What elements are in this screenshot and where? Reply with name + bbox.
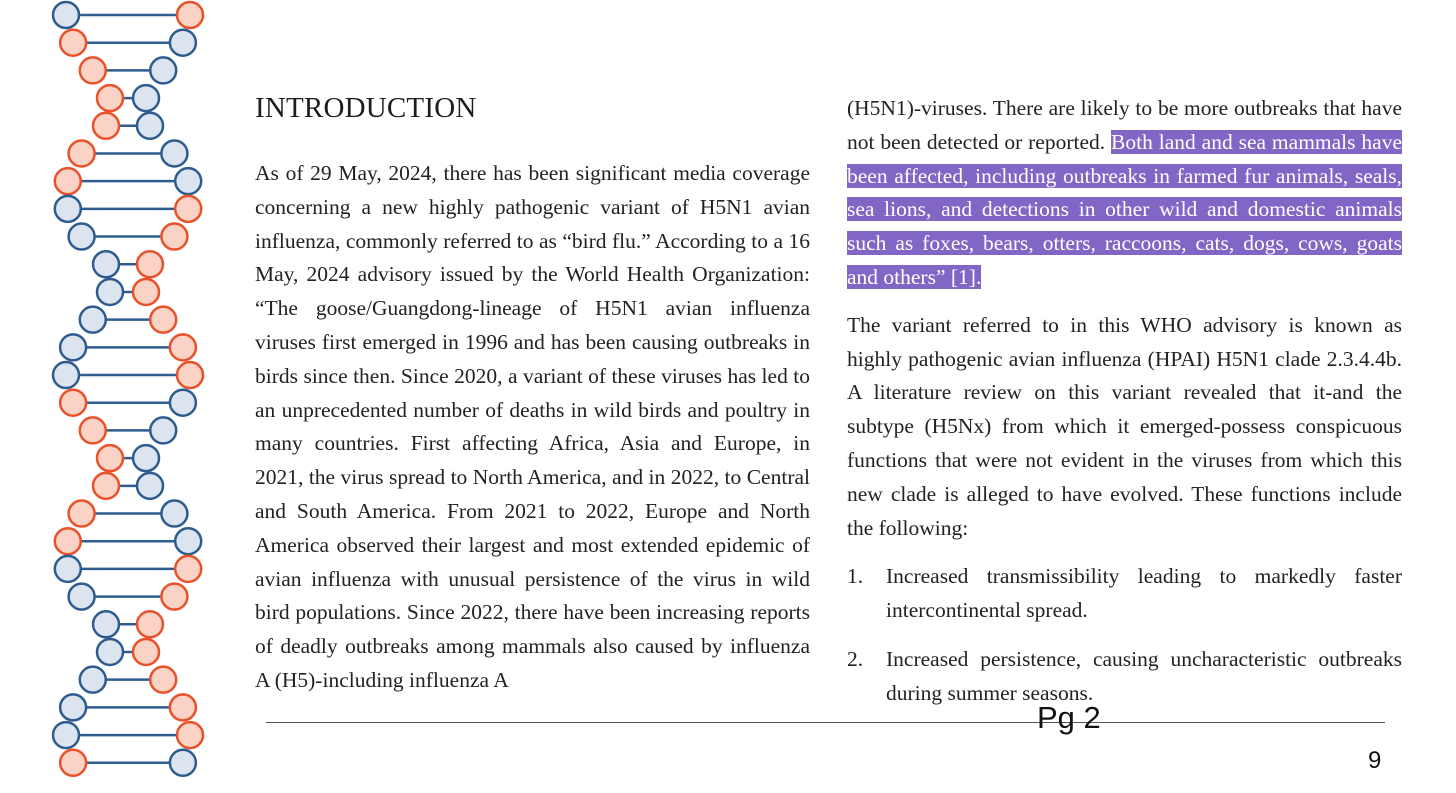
- list-text: Increased persistence, causing uncharacteristic outbreaks during summer seasons.: [886, 646, 1402, 705]
- list-item: [847, 643, 1402, 711]
- dna-node: [137, 611, 163, 637]
- dna-node: [53, 362, 79, 388]
- dna-node: [175, 528, 201, 554]
- dna-node: [60, 750, 86, 776]
- dna-node: [170, 750, 196, 776]
- dna-node: [80, 667, 106, 693]
- dna-node: [177, 2, 203, 28]
- dna-node: [60, 694, 86, 720]
- dna-node: [161, 224, 187, 250]
- dna-node: [175, 168, 201, 194]
- dna-node: [137, 473, 163, 499]
- list-number: 1.: [847, 564, 864, 589]
- dna-node: [55, 556, 81, 582]
- highlighted-text: Both land and sea mammals have been affected, including outbreaks in farmed fur animals, seals, sea lions, and detections in other wild and domestic animals such as foxes, bears, otters, raccoons, cats, dogs, cows, goats and others” [1].: [847, 129, 1402, 289]
- list-text: Increased transmissibility leading to markedly faster intercontinental spread.: [886, 564, 1402, 623]
- dna-node: [137, 113, 163, 139]
- dna-node: [93, 251, 119, 277]
- dna-node: [60, 334, 86, 360]
- dna-node: [177, 362, 203, 388]
- dna-node: [97, 445, 123, 471]
- dna-node: [161, 140, 187, 166]
- dna-node: [133, 445, 159, 471]
- dna-node: [97, 639, 123, 665]
- dna-node: [93, 113, 119, 139]
- dna-node: [133, 85, 159, 111]
- dna-node: [150, 57, 176, 83]
- dna-node: [93, 473, 119, 499]
- dna-node: [133, 279, 159, 305]
- dna-node: [55, 168, 81, 194]
- right-column: [847, 92, 1402, 726]
- dna-node: [80, 307, 106, 333]
- dna-node: [177, 722, 203, 748]
- dna-node: [161, 584, 187, 610]
- dna-node: [69, 224, 95, 250]
- dna-node: [170, 694, 196, 720]
- dna-node: [175, 196, 201, 222]
- page-label: Pg 2: [1037, 700, 1101, 735]
- dna-node: [150, 667, 176, 693]
- dna-node: [150, 417, 176, 443]
- intro-paragraph: As of 29 May, 2024, there has been significant media coverage concerning a new highly pathogenic variant of H5N1 avian influenza, commonly referred to as “bird flu.” According to a 16 May, 2024 advisory issued by the World Health Organization: “The goose/Guangdong-lineage of H5N1 avian influenza viruses first emerged in 1996 and has been causing outbreaks in birds since then. Since 2020, a variant of these viruses has led to an unprecedented number of deaths in wild birds and poultry in many countries. First affecting Africa, Asia and Europe, in 2021, the virus spread to North America, and in 2022, to Central and South America. From 2021 to 2022, Europe and North America observed their largest and most extended epidemic of avian influenza with unusual persistence of the virus in wild bird populations. Since 2022, there have been increasing reports of deadly outbreaks among mammals also caused by influenza A (H5)-including influenza A: [255, 161, 810, 692]
- dna-node: [170, 334, 196, 360]
- list-item: [847, 560, 1402, 628]
- dna-node: [170, 390, 196, 416]
- dna-node: [55, 528, 81, 554]
- dna-node: [170, 30, 196, 56]
- dna-node: [60, 30, 86, 56]
- dna-node: [97, 279, 123, 305]
- dna-node: [97, 85, 123, 111]
- dna-node: [137, 251, 163, 277]
- slide-number: 9: [1368, 747, 1382, 774]
- dna-node: [53, 722, 79, 748]
- dna-node: [93, 611, 119, 637]
- dna-node: [161, 501, 187, 527]
- dna-node: [53, 2, 79, 28]
- continuation-paragraph: [847, 92, 1402, 295]
- left-column: [255, 157, 810, 698]
- list-number: 2.: [847, 646, 864, 671]
- functions-list: [847, 560, 1402, 710]
- dna-node: [80, 57, 106, 83]
- plain-text: (H5N1)-viruses. There are likely to be more outbreaks that have not been detected or reported.: [847, 96, 1402, 154]
- dna-node: [133, 639, 159, 665]
- dna-node: [150, 307, 176, 333]
- footer-divider: [266, 722, 1385, 723]
- dna-node: [60, 390, 86, 416]
- dna-node: [69, 501, 95, 527]
- dna-node: [55, 196, 81, 222]
- dna-node: [80, 417, 106, 443]
- dna-node: [69, 140, 95, 166]
- dna-node: [175, 556, 201, 582]
- dna-helix-icon: [0, 0, 215, 793]
- dna-node: [69, 584, 95, 610]
- variant-paragraph: The variant referred to in this WHO advisory is known as highly pathogenic avian influenza (HPAI) H5N1 clade 2.3.4.4b. A literature review on this variant revealed that it-and the subtype (H5Nx) from which it emerged-possess conspicuous functions that were not evident in the viruses from which this new clade is alleged to have evolved. These functions include the following:: [847, 312, 1402, 540]
- section-heading: INTRODUCTION: [255, 92, 477, 124]
